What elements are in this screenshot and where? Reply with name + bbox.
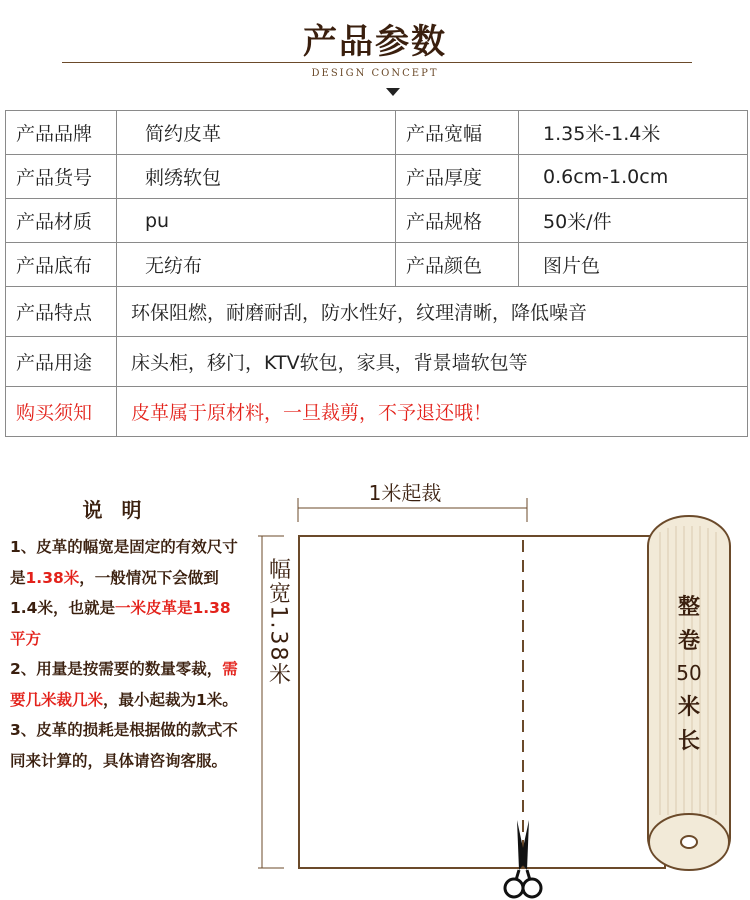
purchase-notice-label: 购买须知 xyxy=(6,387,117,437)
explain-highlight: 1.38米 xyxy=(25,568,80,587)
explain-highlight: 需要几米裁几米 xyxy=(10,660,238,709)
roll-label-char: 50 xyxy=(676,661,702,685)
table-row xyxy=(6,387,748,437)
param-label: 产品货号 xyxy=(6,155,117,199)
param-label: 产品底布 xyxy=(6,243,117,287)
page-title: 产品参数 xyxy=(303,22,447,62)
explain-text-segment: 1、皮革的幅宽是固定的有效尺寸是 xyxy=(10,538,238,587)
table-row xyxy=(6,155,748,199)
table-row xyxy=(6,337,748,387)
roll-label-char: 米 xyxy=(677,695,701,720)
purchase-notice-value: 皮革属于原材料，一旦裁剪，不予退还哦！ xyxy=(117,387,748,437)
param-value: 0.6cm-1.0cm xyxy=(519,155,748,199)
roll-core xyxy=(681,836,697,848)
param-label: 产品颜色 xyxy=(396,243,519,287)
param-label: 产品特点 xyxy=(6,287,117,337)
param-value: pu xyxy=(117,199,396,243)
param-label: 产品品牌 xyxy=(6,111,117,155)
table-row xyxy=(6,111,748,155)
explain-text-segment: ，一般情况下会做到1.4米，也就是 xyxy=(10,568,219,617)
param-label: 产品材质 xyxy=(6,199,117,243)
param-value: 环保阻燃，耐磨耐刮，防水性好，纹理清晰，降低噪音 xyxy=(117,287,748,337)
param-label: 产品用途 xyxy=(6,337,117,387)
table-row xyxy=(6,243,748,287)
param-value: 床头柜，移门，KTV软包，家具，背景墙软包等 xyxy=(117,337,748,387)
param-value: 图片色 xyxy=(519,243,748,287)
param-label: 产品宽幅 xyxy=(396,111,519,155)
param-label: 产品规格 xyxy=(396,199,519,243)
param-value: 50米/件 xyxy=(519,199,748,243)
roll-label-char: 卷 xyxy=(677,629,701,654)
explain-text-segment: ，最小起裁为1米。 xyxy=(103,690,238,709)
triangle-down-icon xyxy=(386,88,400,96)
explain-text-segment: 2、用量是按需要的数量零裁， xyxy=(10,660,223,678)
leather-sheet xyxy=(299,536,665,868)
param-label: 产品厚度 xyxy=(396,155,519,199)
params-table xyxy=(5,110,748,437)
param-value: 1.35米-1.4米 xyxy=(519,111,748,155)
roll-label-char: 整 xyxy=(677,595,701,620)
cutting-diagram xyxy=(0,470,750,900)
page-subtitle: DESIGN CONCEPT xyxy=(311,68,439,79)
param-value: 无纺布 xyxy=(117,243,396,287)
side-dimension-label: 幅宽1.38米 xyxy=(265,557,291,687)
param-value: 刺绣软包 xyxy=(117,155,396,199)
table-row xyxy=(6,199,748,243)
table-row xyxy=(6,287,748,337)
explain-title: 说 明 xyxy=(82,498,148,522)
explain-highlight: 一米皮革是1.38平方 xyxy=(10,599,231,648)
title-divider xyxy=(62,62,692,63)
roll-label-char: 长 xyxy=(677,729,701,754)
param-value: 简约皮革 xyxy=(117,111,396,155)
top-dimension-label: 1米起裁 xyxy=(368,481,442,505)
explain-paragraph-3: 3、皮革的损耗是根据做的款式不同来计算的，具体请咨询客服。 xyxy=(10,721,238,770)
